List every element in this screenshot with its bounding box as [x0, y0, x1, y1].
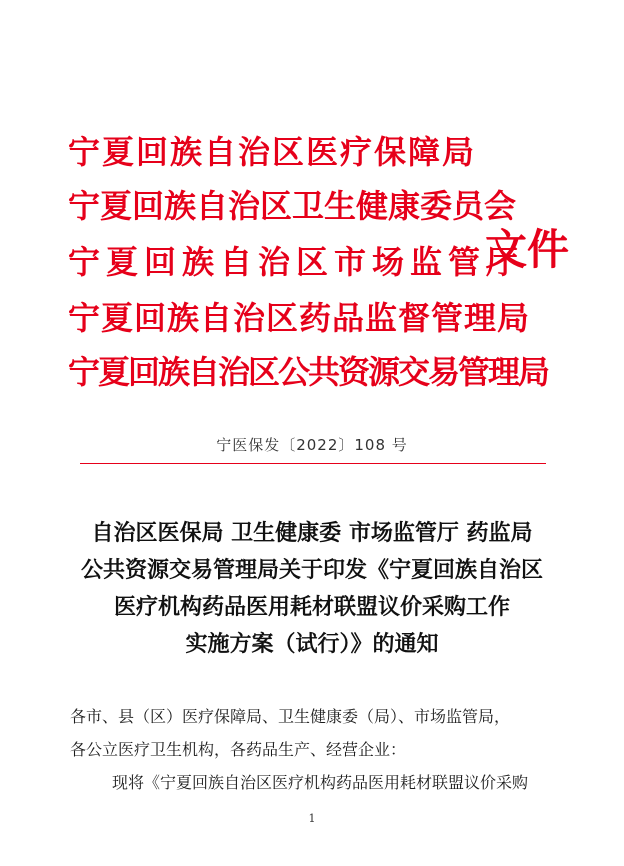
document-suffix: 文件	[485, 225, 570, 274]
red-divider	[80, 463, 546, 464]
document-number: 宁医保发〔2022〕108 号	[216, 436, 408, 454]
issuing-agencies-header	[60, 120, 580, 395]
title-line: 公共资源交易管理局关于印发《宁夏回族自治区	[80, 557, 543, 583]
agency-name: 宁夏回族自治区药品监督管理局	[68, 299, 531, 337]
notice-title	[40, 515, 584, 663]
body-text	[70, 700, 570, 799]
title-line: 实施方案（试行）》的通知	[185, 631, 439, 657]
agency-name: 宁夏回族自治区公共资源交易管理局	[68, 353, 549, 391]
recipients-line: 各公立医疗卫生机构，各药品生产、经营企业：	[70, 740, 407, 759]
agency-name: 宁夏回族自治区市场监管厅	[68, 243, 525, 281]
title-line: 医疗机构药品医用耗材联盟议价采购工作	[113, 594, 510, 620]
recipients-line: 各市、县（区）医疗保障局、卫生健康委（局）、市场监管局，	[70, 707, 511, 726]
title-line: 自治区医保局 卫生健康委 市场监管厅 药监局	[91, 520, 533, 546]
agency-name: 宁夏回族自治区医疗保障局	[68, 133, 477, 171]
paragraph-line: 现将《宁夏回族自治区医疗机构药品医用耗材联盟议价采购	[112, 773, 529, 792]
page-number: 1	[308, 812, 316, 825]
agency-name: 宁夏回族自治区卫生健康委员会	[68, 187, 517, 225]
